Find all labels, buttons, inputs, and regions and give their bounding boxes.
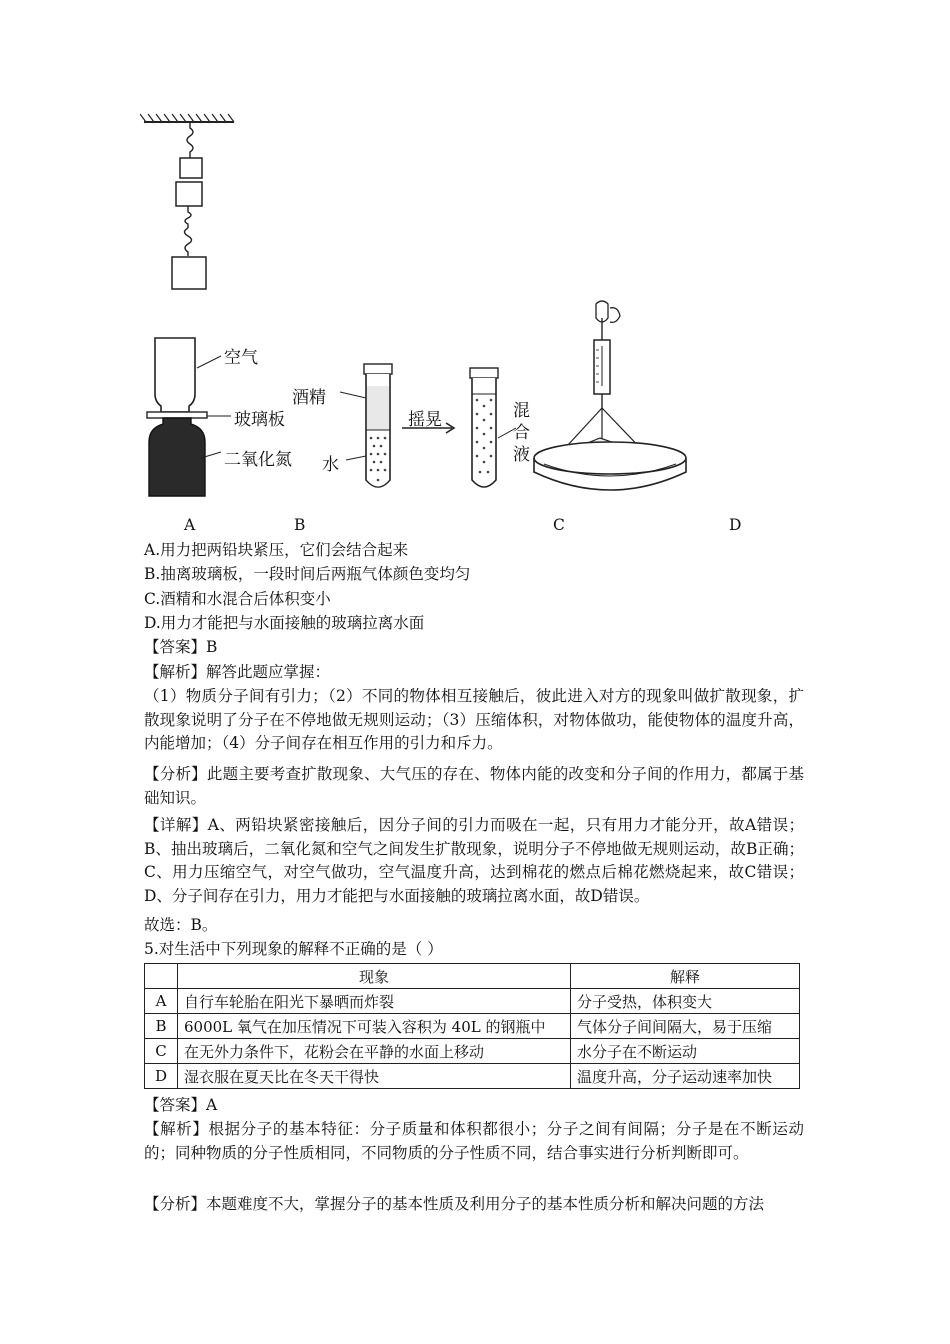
- table-cell: C: [145, 1039, 178, 1064]
- q4-answer: 【答案】B: [144, 638, 218, 656]
- q4-fenxi: 【分析】此题主要考查扩散现象、大气压的存在、物体内能的改变和分子间的作用力，都属于基础知识。: [144, 765, 804, 807]
- table-cell: A: [145, 989, 178, 1014]
- figure-hanging-weights: [140, 110, 250, 295]
- label-alcohol: 酒精: [292, 388, 326, 408]
- q4-option-b: B.抽离玻璃板，一段时间后两瓶气体颜色变均匀: [144, 565, 471, 583]
- table-header-cell: 解释: [571, 964, 800, 989]
- table-row: [145, 1014, 800, 1039]
- q4-analysis-title: 【解析】解答此题应掌握：: [144, 663, 331, 681]
- q4-detail: 【详解】A、两铅块紧密接触后，因分子间的引力而吸在一起，只有用力才能分开，故A错误；B、抽出玻璃后，二氧化氮和空气之间发生扩散现象，说明分子不停地做无规则运动，故B正确；C、用力压缩空气，对空气做功，空气温度升高，达到棉花的燃点后棉花燃烧起来，故C错误；D、分子间存在引力，用力才能把与水面接触的玻璃拉离水面，故D错误。: [144, 816, 804, 905]
- label-air: 空气: [224, 348, 258, 368]
- figure-label-d: D: [729, 516, 742, 534]
- label-water: 水: [322, 455, 339, 475]
- q4-option-c: C.酒精和水混合后体积变小: [144, 590, 331, 608]
- table-cell: 自行车轮胎在阳光下暴晒而炸裂: [178, 989, 571, 1014]
- q4-option-a: A.用力把两铅块紧压，它们会结合起来: [144, 541, 409, 559]
- table-row: [145, 1039, 800, 1064]
- q5-fenxi: 【分析】本题难度不大，掌握分子的基本性质及利用分子的基本性质分析和解决问题的方法: [144, 1195, 765, 1213]
- table-cell: D: [145, 1064, 178, 1089]
- figure-label-b: B: [294, 516, 306, 534]
- table-row: [145, 1064, 800, 1089]
- q4-analysis-body: （1）物质分子间有引力；（2）不同的物体相互接触后，彼此进入对方的现象叫做扩散现象，扩散现象说明了分子在不停地做无规则运动；（3）压缩体积，对物体做功，能使物体的温度升高，内能增加；（4）分子间存在相互作用的引力和斥力。: [144, 687, 804, 752]
- q4-choice: 故选：B。: [144, 916, 218, 934]
- table-cell: 6000L 氧气在加压情况下可装入容积为 40L 的钢瓶中: [178, 1014, 571, 1039]
- figure-label-c: C: [553, 516, 565, 534]
- label-mixture: 混合液: [513, 401, 530, 465]
- table-cell: 气体分子间间隔大，易于压缩: [571, 1014, 800, 1039]
- table-cell: 温度升高，分子运动速率加快: [571, 1064, 800, 1089]
- label-no2: 二氧化氮: [224, 450, 292, 470]
- q5-stem: 5.对生活中下列现象的解释不正确的是（ ）: [144, 940, 443, 958]
- table-cell: B: [145, 1014, 178, 1039]
- q4-option-d: D.用力才能把与水面接触的玻璃拉离水面: [144, 614, 425, 632]
- figure-label-a: A: [184, 516, 196, 534]
- table-header-cell: 现象: [178, 964, 571, 989]
- table-cell: 分子受热，体积变大: [571, 989, 800, 1014]
- q5-answer: 【答案】A: [144, 1096, 218, 1114]
- label-glass-plate: 玻璃板: [234, 410, 285, 430]
- q5-analysis: 【解析】根据分子的基本特征：分子质量和体积都很小；分子之间有间隔；分子是在不断运动的；同种物质的分子性质相同，不同物质的分子性质不同，结合事实进行分析判断即可。: [144, 1120, 804, 1162]
- table-header-row: [145, 964, 800, 989]
- table-cell: 湿衣服在夏天比在冬天干得快: [178, 1064, 571, 1089]
- table-row: [145, 989, 800, 1014]
- q5-table: [144, 963, 800, 1089]
- table-cell: 水分子在不断运动: [571, 1039, 800, 1064]
- figure-spring-scale-dish: [530, 298, 690, 503]
- figure-test-tubes: [300, 360, 540, 500]
- table-cell: 在无外力条件下，花粉会在平静的水面上移动: [178, 1039, 571, 1064]
- table-header-cell: [145, 964, 178, 989]
- label-shake: 摇晃: [408, 410, 442, 430]
